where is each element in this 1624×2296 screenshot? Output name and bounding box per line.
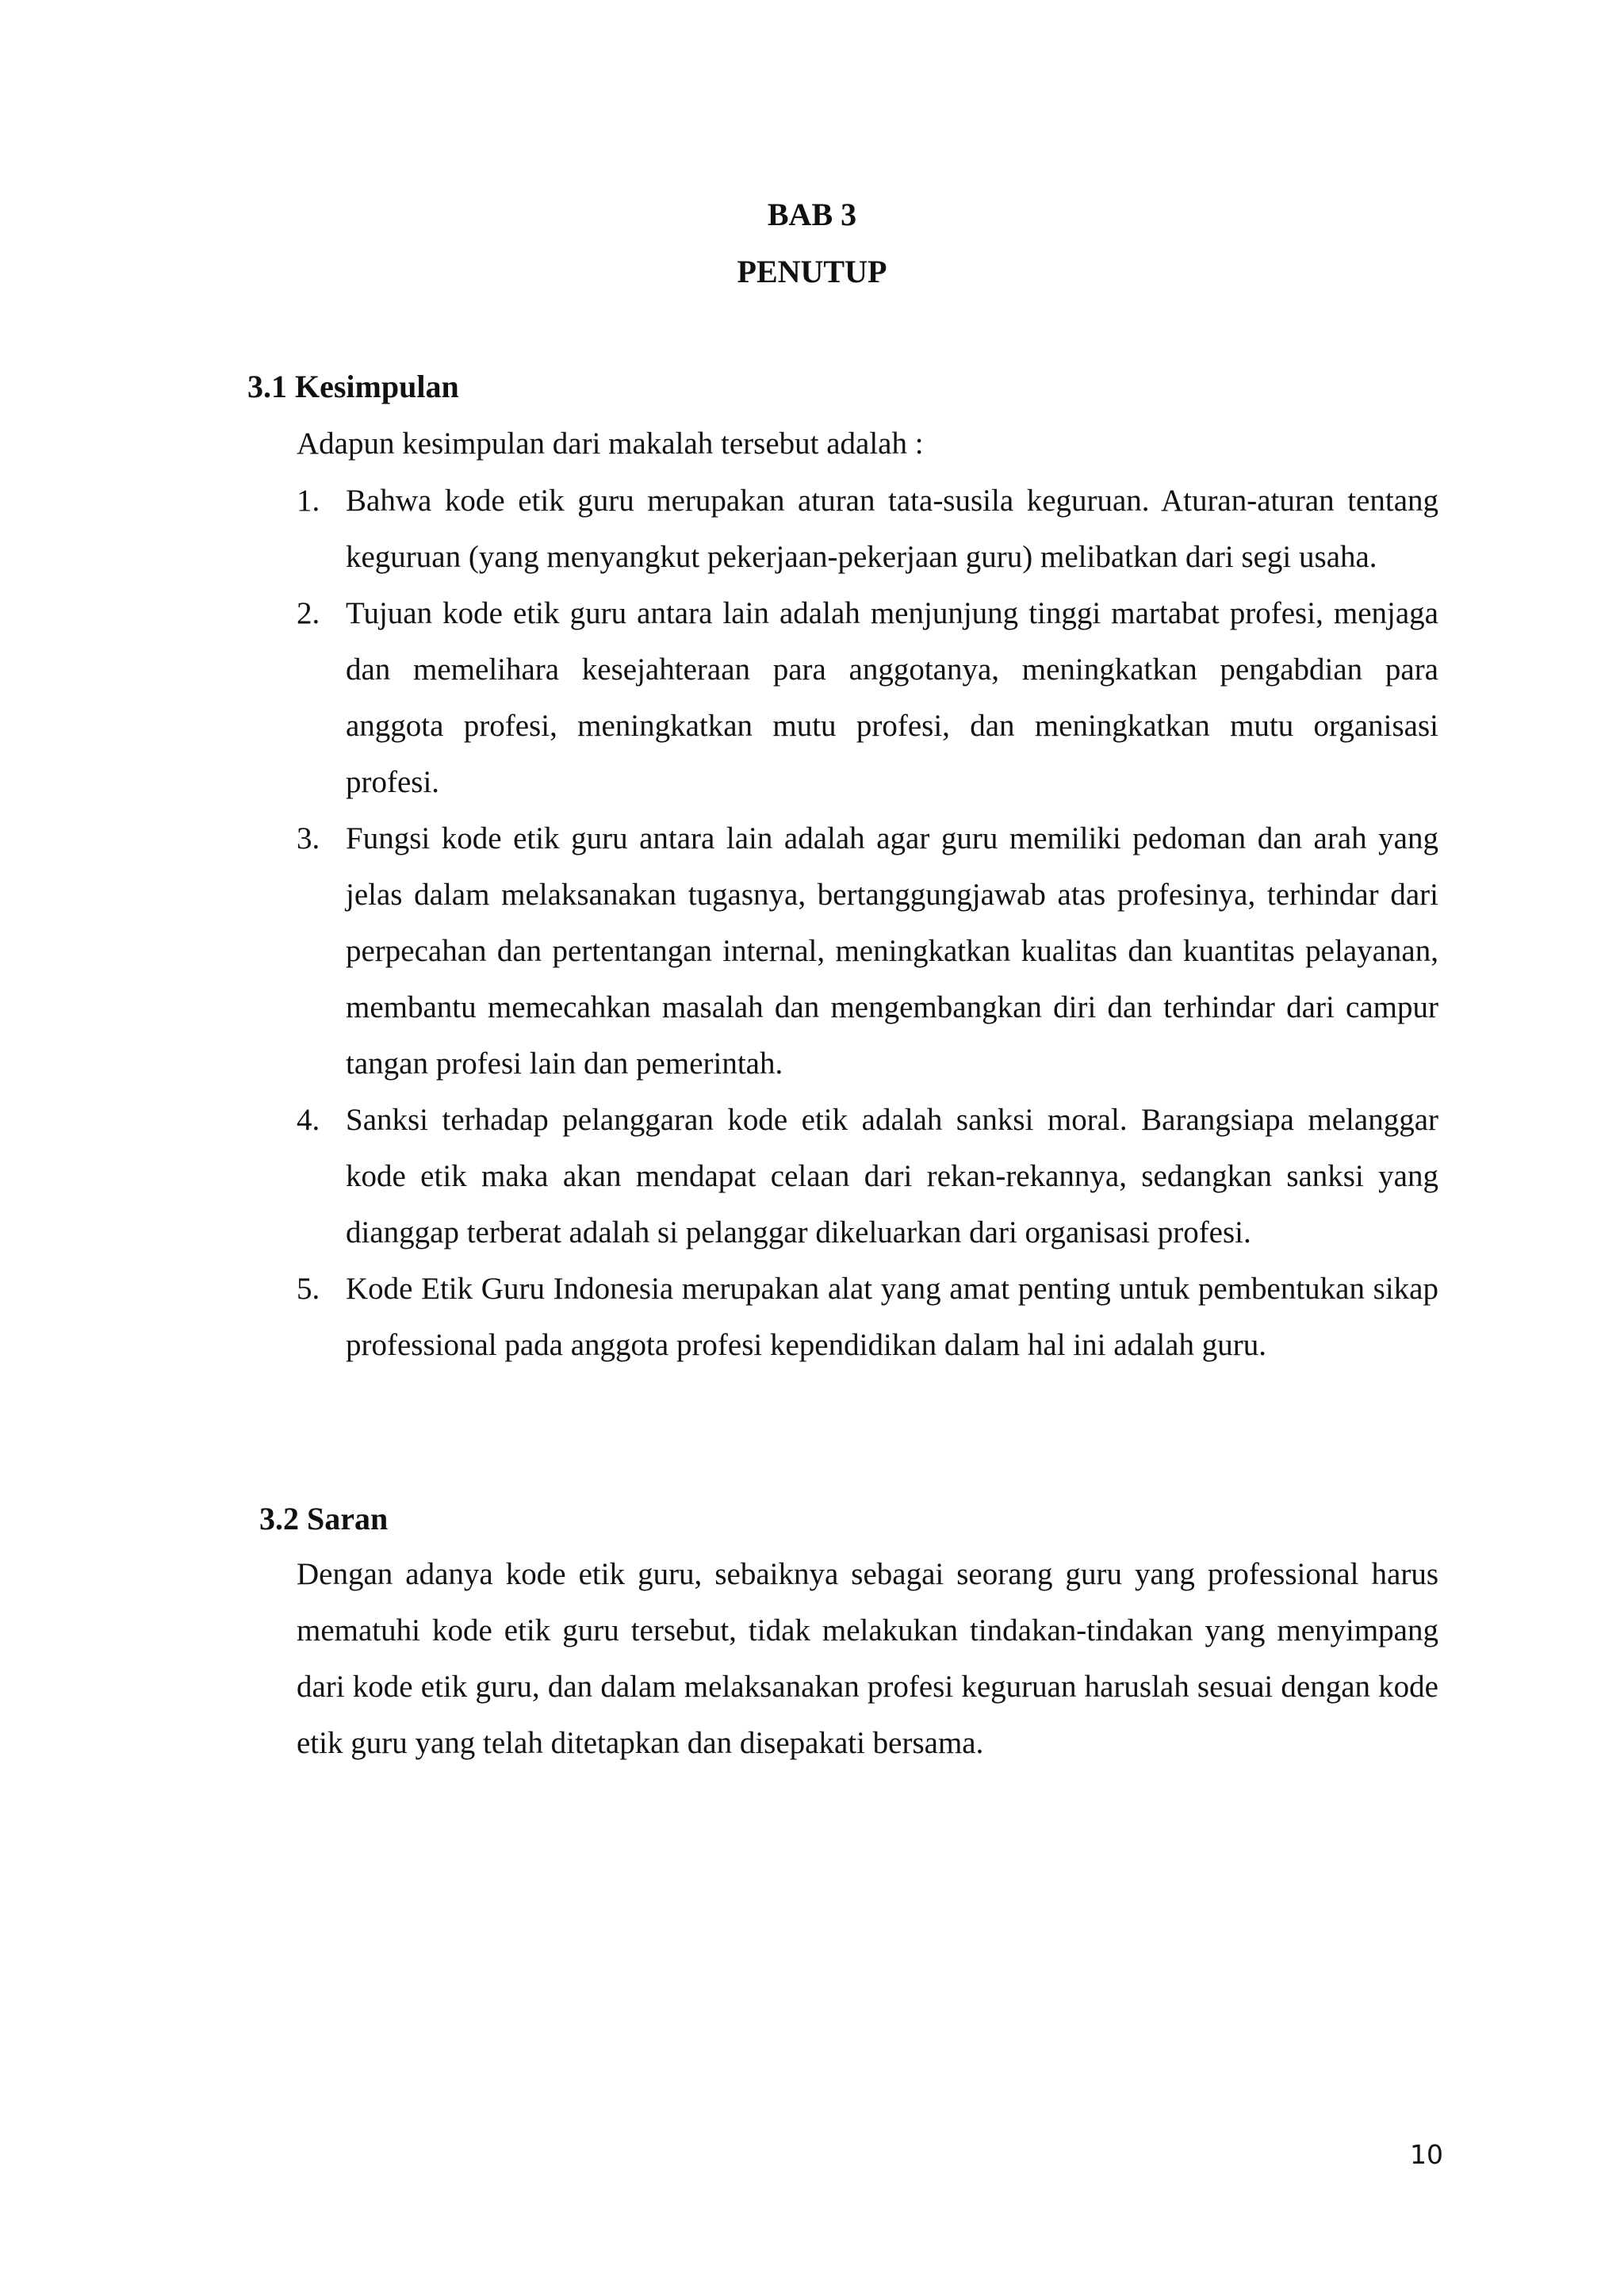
section-heading-kesimpulan: 3.1 Kesimpulan — [247, 369, 459, 404]
list-item-number: 5. — [297, 1272, 320, 1306]
chapter-title: PENUTUP — [737, 254, 887, 289]
list-item-text: Kode Etik Guru Indonesia merupakan alat yang amat penting untuk pembentukan sikap professional pada anggota profesi kependidikan dalam hal ini adalah guru. — [346, 1272, 1438, 1362]
chapter-number: BAB 3 — [767, 197, 857, 232]
list-item — [297, 585, 1438, 810]
section-heading-saran: 3.2 Saran — [259, 1501, 389, 1536]
list-item-number: 4. — [297, 1103, 320, 1137]
list-item-number: 1. — [297, 484, 320, 518]
conclusion-intro: Adapun kesimpulan dari makalah tersebut adalah : — [297, 427, 924, 461]
list-item — [297, 1092, 1438, 1261]
list-item-text: Sanksi terhadap pelanggaran kode etik adalah sanksi moral. Barangsiapa melanggar kode etik maka akan mendapat celaan dari rekan-rekannya, sedangkan sanksi yang dianggap terberat adalah si pelanggar dikeluarkan dari organisasi profesi. — [346, 1103, 1438, 1249]
saran-paragraph: Dengan adanya kode etik guru, sebaiknya sebagai seorang guru yang professional harus mematuhi kode etik guru tersebut, tidak melakukan tindakan-tindakan yang menyimpang dari kode etik guru, dan dalam melaksanakan profesi keguruan haruslah sesuai dengan kode etik guru yang telah ditetapkan dan disepakati bersama. — [297, 1557, 1438, 1760]
list-item — [297, 473, 1438, 585]
list-item-text: Fungsi kode etik guru antara lain adalah agar guru memiliki pedoman dan arah yang jelas dalam melaksanakan tugasnya, bertanggungjawab atas profesinya, terhindar dari perpecahan dan pertentangan internal, meningkatkan kualitas dan kuantitas pelayanan, membantu memecahkan masalah dan mengembangkan diri dan terhindar dari campur tangan profesi lain dan pemerintah. — [346, 821, 1438, 1081]
list-item-number: 3. — [297, 821, 320, 855]
list-item-text: Bahwa kode etik guru merupakan aturan tata-susila keguruan. Aturan-aturan tentang keguruan (yang menyangkut pekerjaan-pekerjaan guru) melibatkan dari segi usaha. — [346, 484, 1438, 574]
list-item — [297, 810, 1438, 1092]
list-item-text: Tujuan kode etik guru antara lain adalah menjunjung tinggi martabat profesi, menjaga dan memelihara kesejahteraan para anggotanya, meningkatkan pengabdian para anggota profesi, meningkatkan mutu profesi, dan meningkatkan mutu organisasi profesi. — [346, 596, 1438, 799]
list-item — [297, 1261, 1438, 1373]
page-number: 10 — [1410, 2139, 1443, 2170]
list-item-number: 2. — [297, 596, 320, 630]
conclusion-list — [297, 473, 1438, 1373]
